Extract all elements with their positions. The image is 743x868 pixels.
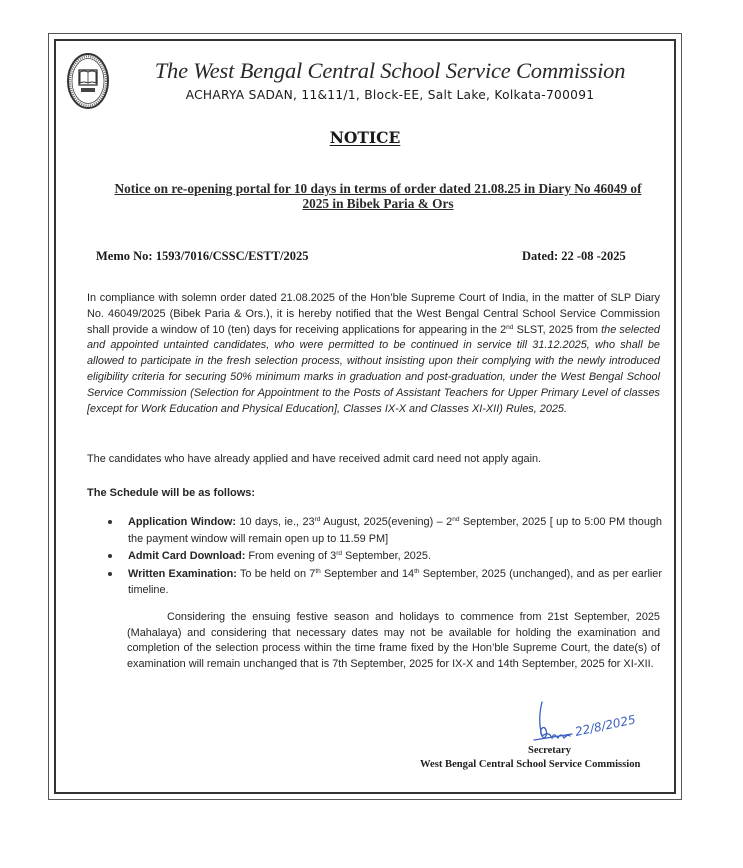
signatory-title: Secretary [528,745,571,756]
superscript: rd [336,550,342,557]
bullet-icon [108,520,112,524]
signatory-organization: West Bengal Central School Service Commission [420,759,641,770]
already-applied-paragraph: The candidates who have already applied and have received admit card need not apply again. [87,453,542,465]
subject-line-1: Notice on re-opening portal for 10 days in terms of order dated 21.08.25 in Diary No 46049 of [114,181,642,196]
schedule-item-label: Written Examination: [128,567,237,580]
superscript: rd [314,516,321,523]
p1-text-a: In compliance with solemn order dated 21.08.2025 of the Hon’ble Supreme Court of India, in the matter of SLP Diary No. 46049/2025 (Bibek Paria & Ors.), it is hereby notified that the West Bengal Central School Service Commission shall provide a window of 10 (ten) days for receiving applications for appearing in the 2 [87,292,660,336]
schedule-item-written-exam [106,566,662,599]
superscript: nd [452,516,460,523]
schedule-item-text: September, 2025 (unchanged), and as per earlier timeline. [128,567,662,596]
notice-subject [90,181,666,211]
schedule-item-text: From evening of 3 [245,550,337,562]
schedule-heading: The Schedule will be as follows: [87,487,256,499]
schedule-item-text: September, 2025 [ up to 5:00 PM though the payment window will remain open up to 11.59 PM] [128,516,662,545]
superscript: th [414,567,420,575]
schedule-item-admit-card [106,548,662,565]
memo-number: Memo No: 1593/7016/CSSC/ESTT/2025 [96,249,309,263]
schedule-item-text: 10 days, ie., 23 [236,516,315,528]
organization-title: The West Bengal Central School Service Commission [154,58,626,83]
schedule-list [106,514,662,600]
bullet-icon [108,554,112,558]
p1-italic-text: the selected and appointed untainted candidates, who were permitted to be continued in service till 31.12.2025, who shall be allowed to participate in the fresh selection process, without insisting upon their complying with the newly introduced eligibility criteria for securing 50% minimum marks in graduation and post-graduation, under the West Bengal School Service Commission (Selection for Appointment to the Posts of Assistant Teachers for Upper Primary Level of classes [except for Work Education and Physical Education], Classes IX-X and Classes XI-XII) Rules, 2025. [87,323,660,415]
superscript: th [315,567,321,575]
p1-superscript: nd [506,323,514,331]
schedule-item-label: Admit Card Download: [128,550,246,562]
signature-date: 22/8/2025 [573,712,637,739]
organization-address: ACHARYA SADAN, 11&11/1, Block-EE, Salt Lake, Kolkata-700091 [185,88,595,102]
schedule-item-text: To be held on 7 [236,567,316,580]
notice-heading: NOTICE [329,128,401,147]
schedule-item-application-window [106,514,662,547]
commission-seal-icon [66,51,110,111]
bullet-icon [108,572,112,576]
notice-date: Dated: 22 -08 -2025 [522,249,626,263]
p1-text-b: SLST, 2025 from [513,323,602,336]
schedule-item-label: Application Window: [128,516,237,528]
compliance-paragraph [87,291,660,417]
festive-season-paragraph: Considering the ensuing festive season and holidays to commence from 21st September, 2025 (Mahalaya) and considering that necessary dates may not be available for holding the examination and completion of the selection process within the time frame fixed by the Hon’ble Supreme Court, the date(s) of examination will remain unchanged that is 7th September, 2025 for IX-X and 14th September, 2025 for XI-XII. [127,611,660,670]
subject-line-2: 2025 in Bibek Paria & Ors [302,196,454,211]
schedule-item-text: September and 14 [320,567,415,580]
schedule-item-text: September, 2025. [341,550,431,562]
schedule-item-text: August, 2025(evening) – 2 [320,516,453,528]
